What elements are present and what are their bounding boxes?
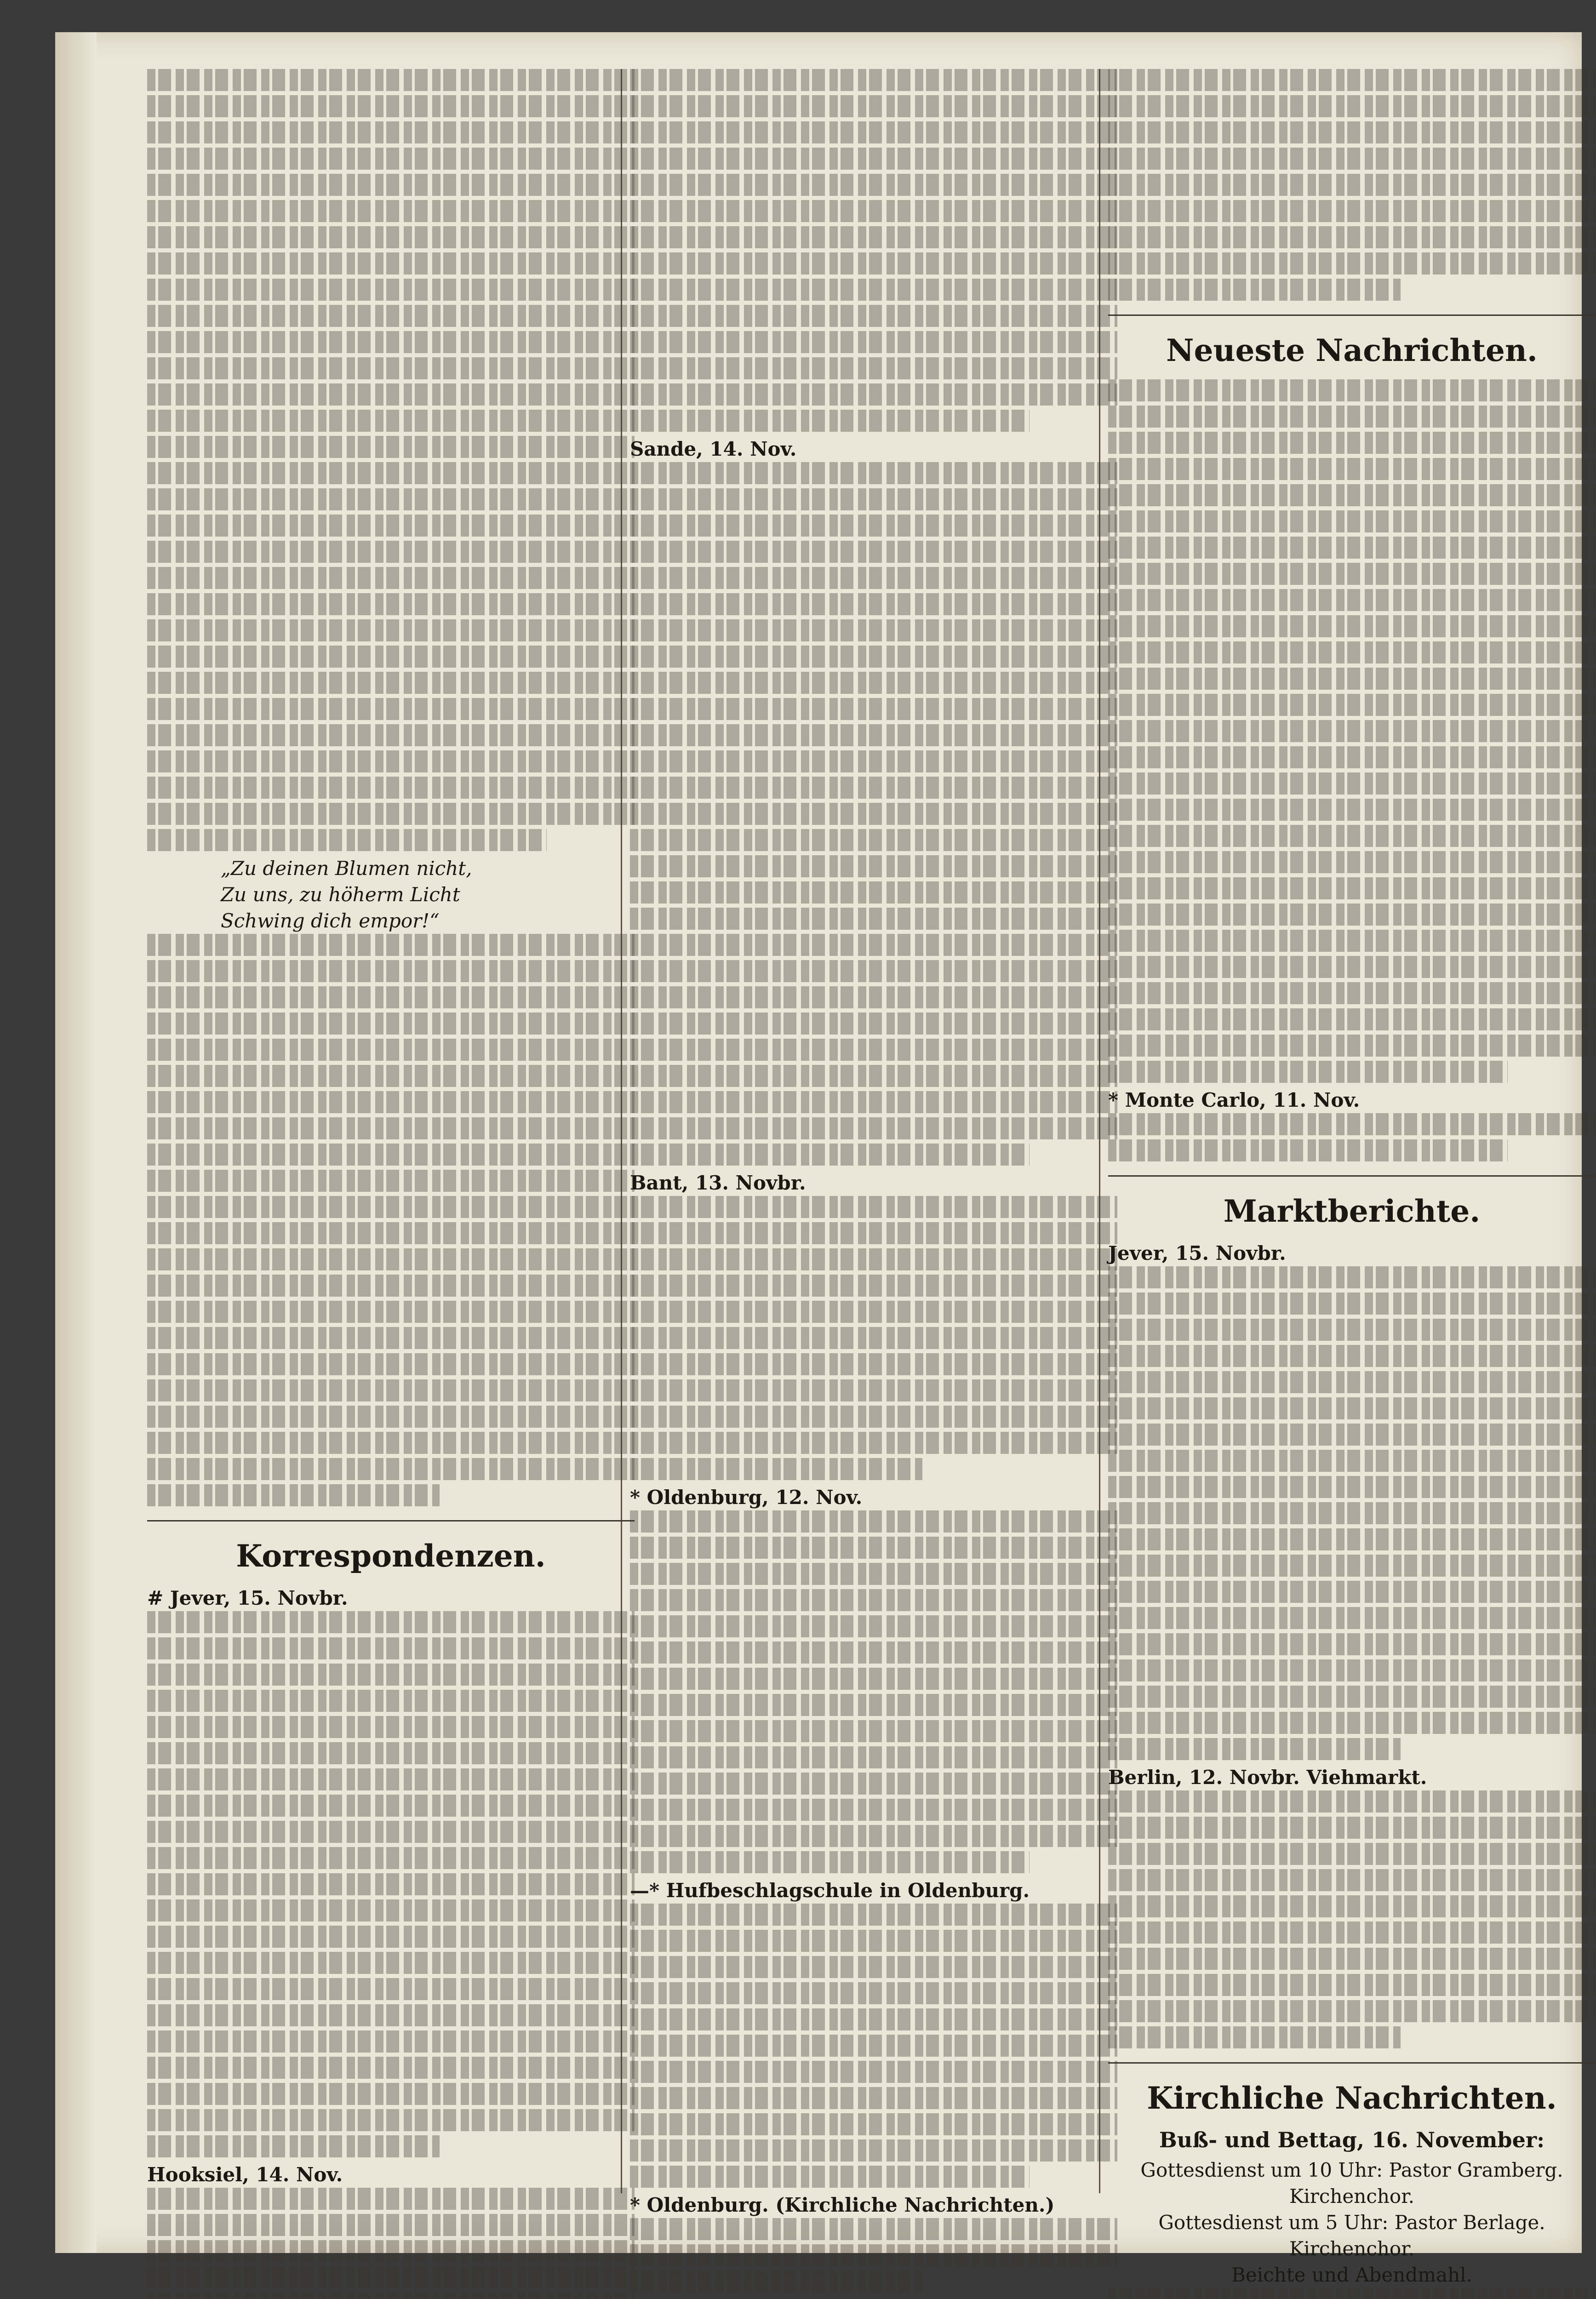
text-line xyxy=(1108,95,1596,117)
text-line xyxy=(630,357,1117,379)
text-line xyxy=(147,1196,635,1218)
text-line xyxy=(1108,825,1596,847)
text-line xyxy=(147,2188,635,2210)
text-line xyxy=(147,331,635,353)
text-line xyxy=(147,95,635,117)
text-line xyxy=(630,908,1117,930)
service-line: Gottesdienst um 10 Uhr: Pastor Gramberg. xyxy=(1140,2159,1563,2181)
text-line xyxy=(147,1795,635,1817)
text-line xyxy=(630,1039,1117,1061)
text-line xyxy=(147,593,635,615)
text-line xyxy=(1108,510,1596,532)
text-line xyxy=(1108,1113,1596,1135)
text-line xyxy=(630,934,1117,956)
article-body xyxy=(147,934,635,1506)
text-line xyxy=(147,567,635,589)
article-body xyxy=(630,462,1117,1166)
text-line xyxy=(147,1039,635,1061)
text-line xyxy=(1108,668,1596,690)
text-line xyxy=(630,829,1117,851)
text-line xyxy=(147,2240,635,2262)
text-line xyxy=(147,148,635,170)
kirchliche-nachrichten-heading: Kirchliche Nachrichten. xyxy=(1147,2080,1557,2116)
text-line xyxy=(630,1432,1117,1454)
article-body xyxy=(630,1510,1117,1873)
text-line xyxy=(147,2057,635,2079)
text-line xyxy=(630,1327,1117,1349)
text-line xyxy=(1108,174,1596,196)
text-line xyxy=(630,960,1117,982)
article-body xyxy=(630,2218,1117,2293)
text-line xyxy=(147,1327,635,1349)
text-line xyxy=(1108,877,1596,899)
text-line xyxy=(630,252,1117,275)
text-line xyxy=(630,226,1117,248)
text-line xyxy=(1108,1738,1401,1760)
text-line xyxy=(147,174,635,196)
text-line xyxy=(1108,2026,1401,2048)
text-line xyxy=(630,619,1117,641)
text-line xyxy=(147,1926,635,1948)
text-line xyxy=(630,515,1117,537)
text-line xyxy=(147,1952,635,1974)
text-line xyxy=(147,1301,635,1323)
text-line xyxy=(147,1248,635,1270)
text-line xyxy=(147,279,635,301)
text-line xyxy=(630,1799,1117,1821)
text-line xyxy=(1108,1139,1508,1161)
text-line xyxy=(1108,1292,1596,1315)
marktberichte-heading: Marktberichte. xyxy=(1223,1193,1481,1229)
text-line xyxy=(147,1742,635,1764)
text-line xyxy=(1108,1922,1596,1944)
text-line xyxy=(630,1851,1030,1873)
column-2 xyxy=(630,69,1117,2230)
text-line xyxy=(630,1694,1117,1716)
text-line xyxy=(1108,1633,1596,1655)
text-line xyxy=(1108,379,1596,401)
text-line xyxy=(147,2293,635,2299)
text-line xyxy=(630,2270,922,2293)
text-line xyxy=(1108,1712,1596,1734)
service-line: Kirchenchor. xyxy=(1289,2237,1415,2260)
text-line xyxy=(630,1773,1117,1795)
text-line xyxy=(147,515,635,537)
text-line xyxy=(630,410,1030,432)
text-line xyxy=(1108,1948,1596,1970)
text-line xyxy=(147,2083,635,2105)
text-line xyxy=(147,541,635,563)
text-line xyxy=(147,1222,635,1244)
text-line xyxy=(147,1091,635,1113)
article-body xyxy=(1108,2288,1596,2299)
text-line xyxy=(147,1275,635,1297)
text-line xyxy=(147,934,635,956)
text-line xyxy=(630,1746,1117,1768)
article-body xyxy=(630,69,1117,432)
text-line xyxy=(147,646,635,668)
section-rule xyxy=(1108,2062,1596,2064)
text-line xyxy=(630,1012,1117,1035)
text-line xyxy=(147,672,635,694)
text-line xyxy=(630,593,1117,615)
text-line xyxy=(1108,1607,1596,1629)
bettag-line: Buß- und Bettag, 16. November: xyxy=(1159,2127,1545,2152)
text-line xyxy=(630,121,1117,143)
text-line xyxy=(1108,458,1596,480)
text-line xyxy=(1108,432,1596,454)
text-line xyxy=(1108,615,1596,637)
text-line xyxy=(1108,2000,1596,2022)
text-line xyxy=(630,1956,1117,1978)
section-heading: —* Hufbeschlagschule in Oldenburg. xyxy=(630,1879,1030,1902)
text-line xyxy=(630,881,1117,904)
text-line xyxy=(147,1353,635,1375)
text-line xyxy=(147,1821,635,1843)
text-line xyxy=(630,2035,1117,2057)
text-line xyxy=(1108,484,1596,506)
poem: „Zu deinen Blumen nicht, Zu uns, zu höherm Licht Schwing dich empor!“ xyxy=(221,857,472,932)
text-line xyxy=(1108,1502,1596,1524)
text-line xyxy=(147,1637,635,1659)
text-line xyxy=(1108,1686,1596,1708)
text-line xyxy=(630,1301,1117,1323)
text-line xyxy=(630,1406,1117,1428)
article-body xyxy=(1108,1790,1596,2048)
text-line xyxy=(630,331,1117,353)
text-line xyxy=(1108,930,1596,952)
text-line xyxy=(147,1432,635,1454)
text-line xyxy=(630,1563,1117,1585)
text-line xyxy=(1108,1974,1596,1996)
text-line xyxy=(1108,252,1596,275)
text-line xyxy=(1108,1528,1596,1550)
text-line xyxy=(1108,1397,1596,1419)
text-line xyxy=(1108,1035,1596,1057)
text-line xyxy=(147,2004,635,2026)
text-line xyxy=(147,803,635,825)
text-line xyxy=(147,488,635,510)
text-line xyxy=(630,200,1117,222)
text-line xyxy=(1108,772,1596,795)
dateline: * Oldenburg. (Kirchliche Nachrichten.) xyxy=(630,2194,1055,2216)
text-line xyxy=(630,2139,1117,2162)
text-line xyxy=(630,2244,1117,2266)
text-line xyxy=(147,69,635,91)
text-line xyxy=(147,619,635,641)
text-line xyxy=(630,1275,1117,1297)
section-rule xyxy=(1108,1175,1596,1177)
text-line xyxy=(630,646,1117,668)
text-line xyxy=(1108,1790,1596,1813)
text-line xyxy=(147,1406,635,1428)
text-line xyxy=(147,750,635,772)
dateline: Jever, 15. Novbr. xyxy=(1108,1242,1286,1264)
text-line xyxy=(147,2030,635,2053)
text-line xyxy=(1108,121,1596,143)
text-line xyxy=(147,436,635,458)
text-line xyxy=(630,1537,1117,1559)
dateline: # Jever, 15. Novbr. xyxy=(147,1587,348,1609)
text-line xyxy=(147,1458,635,1480)
article-body xyxy=(1108,1266,1596,1760)
text-line xyxy=(147,724,635,746)
text-line xyxy=(147,777,635,799)
text-line xyxy=(630,1904,1117,1926)
text-line xyxy=(147,698,635,720)
service-line: Kirchenchor. xyxy=(1289,2185,1415,2207)
text-line xyxy=(1108,2288,1596,2299)
text-line xyxy=(630,803,1117,825)
text-line xyxy=(147,1899,635,1922)
text-line xyxy=(147,1716,635,1738)
text-line xyxy=(1108,1555,1596,1577)
text-line xyxy=(630,148,1117,170)
article-body xyxy=(147,2188,635,2299)
text-line xyxy=(630,1458,922,1480)
text-line xyxy=(1108,641,1596,663)
text-line xyxy=(630,1379,1117,1401)
text-line xyxy=(147,1978,635,2000)
text-line xyxy=(147,1379,635,1401)
text-line xyxy=(1108,799,1596,821)
text-line xyxy=(630,2218,1117,2240)
text-line xyxy=(630,1825,1117,1847)
text-line xyxy=(1108,226,1596,248)
text-line xyxy=(630,1615,1117,1637)
text-line xyxy=(1108,1843,1596,1865)
dateline: * Monte Carlo, 11. Nov. xyxy=(1108,1089,1360,1111)
text-line xyxy=(630,488,1117,510)
text-line xyxy=(630,2113,1117,2135)
text-line xyxy=(147,1873,635,1895)
text-line xyxy=(1108,694,1596,716)
text-line xyxy=(630,777,1117,799)
text-line xyxy=(1108,1581,1596,1603)
text-line xyxy=(147,829,547,851)
text-line xyxy=(630,1589,1117,1611)
text-line xyxy=(147,226,635,248)
text-line xyxy=(630,1930,1117,1952)
korrespondenzen-heading: Korrespondenzen. xyxy=(236,1538,546,1574)
text-line xyxy=(1108,1345,1596,1367)
text-line xyxy=(1108,1319,1596,1341)
text-line xyxy=(1108,200,1596,222)
text-line xyxy=(147,252,635,275)
text-line xyxy=(147,2135,440,2157)
text-line xyxy=(630,2166,1030,2188)
text-line xyxy=(630,383,1117,406)
text-line xyxy=(147,1664,635,1686)
text-line xyxy=(147,305,635,327)
text-line xyxy=(1108,746,1596,768)
text-line xyxy=(1108,279,1401,301)
dateline: Sande, 14. Nov. xyxy=(630,438,797,460)
text-line xyxy=(1108,904,1596,926)
column-3 xyxy=(1108,69,1596,2286)
text-line xyxy=(1108,563,1596,585)
text-line xyxy=(630,855,1117,877)
article-body xyxy=(147,1611,635,2157)
text-line xyxy=(630,1982,1117,2004)
text-line xyxy=(147,1170,635,1192)
article-body xyxy=(147,69,635,851)
text-line xyxy=(1108,1371,1596,1393)
text-line xyxy=(630,1668,1117,1690)
text-line xyxy=(147,1144,635,1166)
neueste-nachrichten-heading: Neueste Nachrichten. xyxy=(1166,332,1538,368)
text-line xyxy=(147,986,635,1008)
text-line xyxy=(630,672,1117,694)
service-line: Gottesdienst um 5 Uhr: Pastor Berlage. xyxy=(1158,2211,1545,2234)
text-line xyxy=(147,1690,635,1712)
text-line xyxy=(630,724,1117,746)
text-line xyxy=(147,960,635,982)
text-line xyxy=(147,1065,635,1087)
text-line xyxy=(147,1768,635,1790)
text-line xyxy=(1108,1061,1508,1083)
text-line xyxy=(1108,1266,1596,1288)
service-line: Beichte und Abendmahl. xyxy=(1231,2264,1472,2286)
text-line xyxy=(1108,406,1596,428)
text-line xyxy=(1108,1008,1596,1030)
text-line xyxy=(630,2087,1117,2109)
page-gutter xyxy=(55,32,97,2253)
text-line xyxy=(630,750,1117,772)
text-line xyxy=(630,567,1117,589)
text-line xyxy=(630,2061,1117,2083)
text-line xyxy=(630,1720,1117,1742)
text-line xyxy=(630,1117,1117,1139)
text-line xyxy=(147,121,635,143)
text-line xyxy=(630,1065,1117,1087)
text-line xyxy=(630,2008,1117,2030)
text-line xyxy=(147,1847,635,1869)
text-line xyxy=(147,2266,635,2288)
text-line xyxy=(630,69,1117,91)
text-line xyxy=(147,410,635,432)
article-body xyxy=(630,1196,1117,1480)
text-line xyxy=(630,1510,1117,1533)
text-line xyxy=(630,174,1117,196)
text-line xyxy=(630,462,1117,484)
article-body xyxy=(1108,379,1596,1083)
text-line xyxy=(630,1196,1117,1218)
text-line xyxy=(1108,720,1596,742)
text-line xyxy=(1108,537,1596,559)
text-line xyxy=(1108,1895,1596,1917)
text-line xyxy=(147,1012,635,1035)
text-line xyxy=(1108,1450,1596,1472)
text-line xyxy=(630,95,1117,117)
text-line xyxy=(147,383,635,406)
text-line xyxy=(630,1144,1030,1166)
text-line xyxy=(630,541,1117,563)
text-line xyxy=(147,200,635,222)
text-line xyxy=(1108,148,1596,170)
text-line xyxy=(1108,589,1596,611)
text-line xyxy=(630,1222,1117,1244)
text-line xyxy=(1108,69,1596,91)
text-line xyxy=(630,1641,1117,1664)
text-line xyxy=(1108,956,1596,978)
article-body xyxy=(630,1904,1117,2188)
text-line xyxy=(630,1353,1117,1375)
text-line xyxy=(1108,982,1596,1004)
text-line xyxy=(1108,1476,1596,1498)
text-line xyxy=(147,2214,635,2236)
text-line xyxy=(147,1611,635,1633)
section-rule xyxy=(147,1520,635,1521)
dateline: Berlin, 12. Novbr. Viehmarkt. xyxy=(1108,1766,1427,1789)
dateline: Hooksiel, 14. Nov. xyxy=(147,2163,343,2186)
text-line xyxy=(630,305,1117,327)
dateline: * Oldenburg, 12. Nov. xyxy=(630,1486,863,1509)
dateline xyxy=(630,2297,1117,2299)
section-rule xyxy=(1108,315,1596,316)
text-line xyxy=(630,1091,1117,1113)
text-line xyxy=(147,2109,635,2131)
text-line xyxy=(630,279,1117,301)
article-body xyxy=(1108,69,1596,301)
text-line xyxy=(630,1248,1117,1270)
text-line xyxy=(147,357,635,379)
article-body xyxy=(1108,1113,1596,1161)
text-line xyxy=(630,986,1117,1008)
text-line xyxy=(1108,851,1596,873)
dateline: Bant, 13. Novbr. xyxy=(630,1172,806,1194)
text-line xyxy=(147,1117,635,1139)
text-line xyxy=(1108,1869,1596,1891)
text-line xyxy=(1108,1424,1596,1446)
text-line xyxy=(147,462,635,484)
column-1 xyxy=(147,69,635,2230)
text-line xyxy=(630,698,1117,720)
text-line xyxy=(1108,1817,1596,1839)
text-line xyxy=(1108,1659,1596,1681)
text-line xyxy=(147,1484,440,1506)
